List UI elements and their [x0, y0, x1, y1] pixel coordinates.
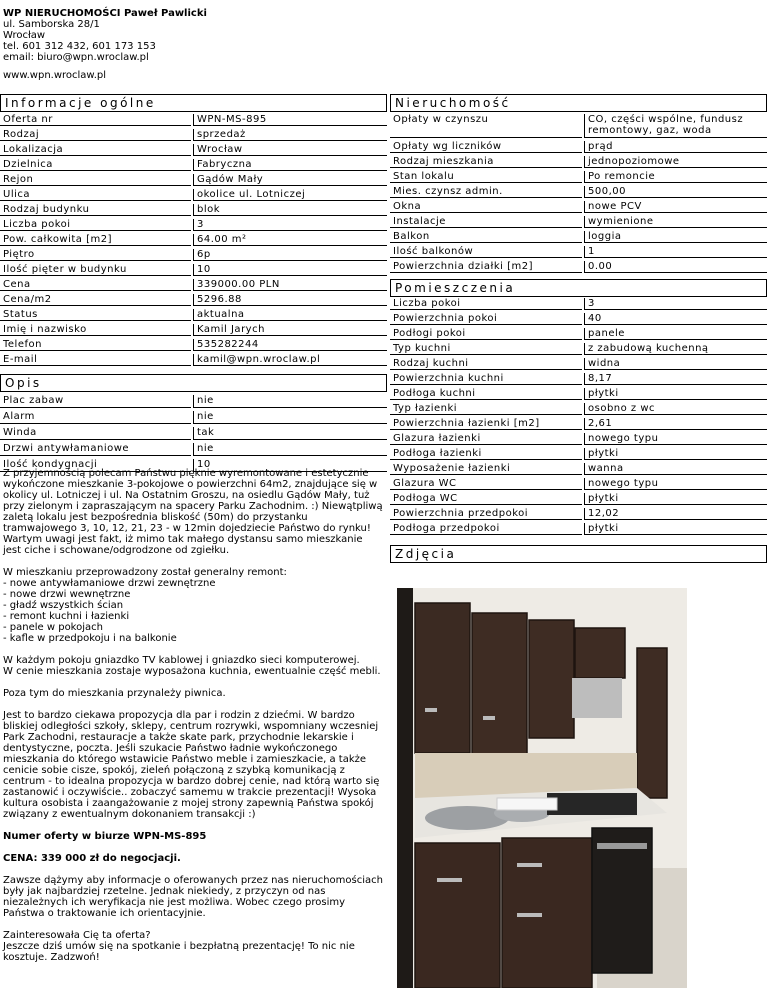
- row-label: Rodzaj mieszkania: [390, 156, 582, 168]
- row-value: 0.00: [584, 261, 767, 273]
- row-label: Oferta nr: [0, 114, 191, 126]
- row-value: nowego typu: [584, 478, 767, 490]
- row-label: Podłoga łazienki: [390, 448, 582, 460]
- row-label: Podłoga kuchni: [390, 388, 582, 400]
- row-value: 2,61: [584, 418, 767, 430]
- row-label: Rejon: [0, 174, 191, 186]
- agency-phone: tel. 601 312 432, 601 173 153: [3, 41, 156, 52]
- row-label: Powierzchnia przedpokoi: [390, 508, 582, 520]
- row-label: Stan lokalu: [390, 171, 582, 183]
- row-value: nie: [193, 443, 387, 456]
- row-value: 40: [584, 313, 767, 325]
- row-label: Mies. czynsz admin.: [390, 186, 582, 198]
- row-label: Powierzchnia pokoi: [390, 313, 582, 325]
- row-label: Ulica: [0, 189, 191, 201]
- row-label: Typ kuchni: [390, 343, 582, 355]
- row-value: nie: [193, 411, 387, 424]
- row-value: 3: [584, 298, 767, 310]
- disclaimer-paragraph: Zawsze dążymy aby informacje o oferowanych przez nas nieruchomościach były jak najbardziej rzetelne. Jednak niekiedy, z przyczyn od nas niezależnych ich weryfikacja nie jest możliwa. Wobec czego prosimy Państwa o traktowanie ich orientacyjnie.: [3, 875, 383, 919]
- row-value: prąd: [584, 141, 767, 153]
- renovation-item: - nowe drzwi wewnętrzne: [3, 589, 131, 600]
- row-value: aktualna: [193, 309, 387, 321]
- row-value: okolice ul. Lotniczej: [193, 189, 387, 201]
- renovation-item: - kafle w przedpokoju i na balkonie: [3, 633, 177, 644]
- row-value: Fabryczna: [193, 159, 387, 171]
- renovation-item: - panele w pokojach: [3, 622, 103, 633]
- row-value: wymienione: [584, 216, 767, 228]
- row-value: płytki: [584, 493, 767, 505]
- row-value: Po remoncie: [584, 171, 767, 183]
- basement-paragraph: Poza tym do mieszkania przynależy piwnica.: [3, 688, 226, 699]
- equipment-line: W cenie mieszkania zostaje wyposażona kuchnia, ewentualnie część mebli.: [3, 666, 381, 677]
- cta-text: Jeszcze dziś umów się na spotkanie i bezpłatną prezentację! To nic nie kosztuje. Zadzwoń!: [3, 941, 355, 963]
- agency-city: Wrocław: [3, 30, 46, 41]
- row-label: Lokalizacja: [0, 144, 191, 156]
- row-value: 10: [193, 264, 387, 276]
- row-value: płytki: [584, 448, 767, 460]
- row-value: Kamil Jarych: [193, 324, 387, 336]
- row-value: 500,00: [584, 186, 767, 198]
- row-label: Typ łazienki: [390, 403, 582, 415]
- row-label: Wyposażenie łazienki: [390, 463, 582, 475]
- row-value: 12,02: [584, 508, 767, 520]
- description-text: [3, 468, 383, 974]
- row-value: blok: [193, 204, 387, 216]
- section-rooms-heading: Pomieszczenia: [390, 279, 767, 297]
- cta-question: Zainteresowała Cię ta oferta?: [3, 930, 151, 941]
- row-label: Instalacje: [390, 216, 582, 228]
- row-value: widna: [584, 358, 767, 370]
- row-label: Telefon: [0, 339, 191, 351]
- row-label: Powierzchnia łazienki [m2]: [390, 418, 582, 430]
- row-value: wanna: [584, 463, 767, 475]
- kitchen-photo-image: [397, 588, 687, 988]
- agency-website-link[interactable]: www.wpn.wroclaw.pl: [3, 70, 106, 81]
- row-label: Okna: [390, 201, 582, 213]
- row-label: Piętro: [0, 249, 191, 261]
- renovation-item: - gładź wszystkich ścian: [3, 600, 124, 611]
- row-value: panele: [584, 328, 767, 340]
- renovation-list: [3, 567, 383, 644]
- row-label: Status: [0, 309, 191, 321]
- row-value: nie: [193, 395, 387, 408]
- row-value: 339000.00 PLN: [193, 279, 387, 291]
- row-label: Cena/m2: [0, 294, 191, 306]
- row-value: 8,17: [584, 373, 767, 385]
- row-label: Ilość balkonów: [390, 246, 582, 258]
- row-value: tak: [193, 427, 387, 440]
- row-label: Rodzaj kuchni: [390, 358, 582, 370]
- agency-header: [3, 8, 207, 63]
- offer-price: CENA: 339 000 zł do negocjacji.: [3, 853, 181, 864]
- agency-street: ul. Samborska 28/1: [3, 19, 100, 30]
- renovation-intro: W mieszkaniu przeprowadzony został generalny remont:: [3, 567, 287, 578]
- renovation-item: - nowe antywłamaniowe drzwi zewnętrzne: [3, 578, 216, 589]
- row-value: nowego typu: [584, 433, 767, 445]
- row-label: Winda: [0, 427, 191, 440]
- agency-email: email: biuro@wpn.wroclaw.pl: [3, 52, 149, 63]
- row-label: Podłoga przedpokoi: [390, 523, 582, 535]
- row-value: jednopoziomowe: [584, 156, 767, 168]
- row-label: Opłaty w czynszu: [390, 114, 582, 138]
- row-value: CO, części wspólne, fundusz remontowy, gaz, woda: [584, 114, 767, 138]
- row-value: osobno z wc: [584, 403, 767, 415]
- row-label: Cena: [0, 279, 191, 291]
- row-value: 1: [584, 246, 767, 258]
- row-label: Dzielnica: [0, 159, 191, 171]
- row-label: Ilość pięter w budynku: [0, 264, 191, 276]
- equipment-line: W każdym pokoju gniazdko TV kablowej i gniazdko sieci komputerowej.: [3, 655, 360, 666]
- section-property-heading: Nieruchomość: [390, 94, 767, 112]
- row-label: Imię i nazwisko: [0, 324, 191, 336]
- description-paragraph: Z przyjemnością polecam Państwu pięknie wyremontowane i estetycznie wykończone mieszkanie 3-pokojowe o powierzchni 64m2, znajdujące się w okolicy ul. Lotniczej i ul. Na Ostatnim Groszu, na osiedlu Gądów Mały, tuż przy zielonym i zapraszającym na spacery Parku Zachodnim. :) Niewątpliwą zaletą lokalu jest bezpośrednia bliskość (50m) do przystanku tramwajowego 3, 10, 12, 21, 23 - w 12min dojedziecie Państwo do rynku! Wartym uwagi jest fakt, iż mimo tak małego dystansu samo mieszkanie jest ciche i schowane/odgrodzone od zgiełku.: [3, 468, 383, 556]
- row-value: WPN-MS-895: [193, 114, 387, 126]
- row-label: Alarm: [0, 411, 191, 424]
- row-value: 64.00 m²: [193, 234, 387, 246]
- row-value: z zabudową kuchenną: [584, 343, 767, 355]
- row-label: Rodzaj: [0, 129, 191, 141]
- offer-number: Numer oferty w biurze WPN-MS-895: [3, 831, 207, 842]
- location-paragraph: Jest to bardzo ciekawa propozycja dla par i rodzin z dziećmi. W bardzo bliskiej odległości szkoły, sklepy, centrum rozrywki, wspomniany wczesniej Park Zachodni, restauracje a także skate park, przychodnie lekarskie i dentystyczne, poczta. Jeśli szukacie Państwo ładnie wykończonego mieszkania do którego wstawicie Państwo meble i zamieszkacie, a także cenicie sobie cisze, spokój, zieleń połączoną z szybką komunikacją z centrum - to idealna propozycja w bardzo dobrej cenie, nad którą warto się zastanowić i oczywiście.. zobaczyć samemu w trakcie prezentacji! Wysoka kultura osobista i zaangażowanie z mojej strony zapewnią Państwa spokój związany z ewentualnym dokonaniem transakcji :): [3, 710, 380, 820]
- row-value: 10: [193, 459, 387, 472]
- row-value: loggia: [584, 231, 767, 243]
- row-label: Podłoga WC: [390, 493, 582, 505]
- row-label: Glazura łazienki: [390, 433, 582, 445]
- row-label: Drzwi antywłamaniowe: [0, 443, 191, 456]
- equipment-paragraph: [3, 655, 383, 677]
- row-value: sprzedaż: [193, 129, 387, 141]
- row-value: Wrocław: [193, 144, 387, 156]
- row-label: Glazura WC: [390, 478, 582, 490]
- row-value: nowe PCV: [584, 201, 767, 213]
- row-label: Rodzaj budynku: [0, 204, 191, 216]
- kitchen-photo[interactable]: [397, 588, 687, 988]
- row-value: 6p: [193, 249, 387, 261]
- section-description-heading: Opis: [0, 374, 387, 392]
- renovation-item: - remont kuchni i łazienki: [3, 611, 130, 622]
- row-label: Pow. całkowita [m2]: [0, 234, 191, 246]
- row-label: Liczba pokoi: [390, 298, 582, 310]
- call-to-action: [3, 930, 383, 963]
- row-label: Plac zabaw: [0, 395, 191, 408]
- row-value: Gądów Mały: [193, 174, 387, 186]
- row-label: Powierzchnia działki [m2]: [390, 261, 582, 273]
- row-value: 5296.88: [193, 294, 387, 306]
- row-value: kamil@wpn.wroclaw.pl: [193, 354, 387, 366]
- row-label: Podłogi pokoi: [390, 328, 582, 340]
- row-label: Powierzchnia kuchni: [390, 373, 582, 385]
- row-label: E-mail: [0, 354, 191, 366]
- row-label: Ilość kondygnacji: [0, 459, 191, 472]
- row-value: 535282244: [193, 339, 387, 351]
- row-label: Liczba pokoi: [0, 219, 191, 231]
- row-value: płytki: [584, 388, 767, 400]
- row-value: 3: [193, 219, 387, 231]
- section-general-heading: Informacje ogólne: [0, 94, 387, 112]
- section-photos-heading: Zdjęcia: [390, 545, 767, 563]
- row-label: Balkon: [390, 231, 582, 243]
- row-value: płytki: [584, 523, 767, 535]
- agency-name: WP NIERUCHOMOŚCI Paweł Pawlicki: [3, 8, 207, 19]
- row-label: Opłaty wg liczników: [390, 141, 582, 153]
